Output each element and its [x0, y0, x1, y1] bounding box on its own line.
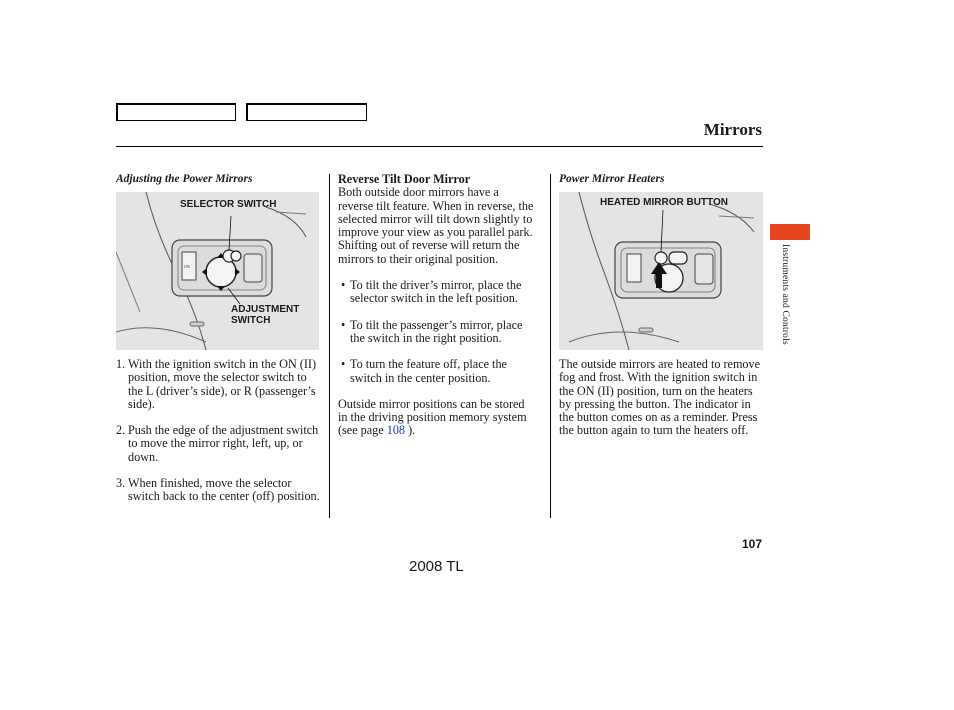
page-title: Mirrors: [703, 120, 762, 139]
step-number: 3.: [116, 476, 126, 491]
mirror-switch-figure: [116, 192, 319, 350]
bullet-icon: •: [341, 357, 346, 372]
bullet-icon: •: [341, 317, 346, 332]
left-column: [116, 173, 326, 186]
callout-selector-switch: SELECTOR SWITCH: [180, 199, 277, 210]
bullet-text: To tilt the driver’s mirror, place the selector switch in the left position.: [350, 278, 522, 306]
heater-button-figure: [559, 192, 763, 350]
step-item: [116, 424, 323, 464]
section-tab[interactable]: [770, 224, 810, 240]
nav-button-previous[interactable]: [116, 103, 236, 121]
right-column: [559, 173, 764, 186]
bullet-item: [338, 319, 534, 346]
page-number: 107: [741, 537, 762, 551]
section-heading-reverse-tilt: Reverse Tilt Door Mirror: [338, 172, 471, 186]
bullet-icon: •: [341, 278, 346, 293]
footer-model: 2008 TL: [409, 558, 464, 575]
reverse-tilt-intro: Both outside door mirrors have a reverse tilt feature. When in reverse, the selected mirror will tilt down slightly to improve your view as you parallel park. Shifting out of reverse will return the mirrors to their original position.: [338, 185, 534, 266]
callout-heated-mirror-button: HEATED MIRROR BUTTON: [600, 197, 728, 208]
bullet-item: [338, 358, 534, 385]
step-text: With the ignition switch in the ON (II) position, move the selector switch to the L (driver’s side), or R (passenger’s side).: [128, 357, 317, 411]
middle-column: [338, 173, 534, 451]
section-label: Instruments and Controls: [780, 244, 790, 345]
step-text: When finished, move the selector switch back to the center (off) position.: [128, 476, 320, 504]
section-heading-adjusting: Adjusting the Power Mirrors: [116, 173, 253, 185]
bullet-text: To tilt the passenger’s mirror, place the switch in the right position.: [350, 317, 523, 345]
section-heading-heaters: Power Mirror Heaters: [559, 173, 665, 185]
step-number: 2.: [116, 423, 126, 438]
step-text: Push the edge of the adjustment switch to move the mirror right, left, up, or down.: [128, 423, 319, 464]
heaters-description: The outside mirrors are heated to remove fog and frost. With the ignition switch in the ON (II) position, turn on the heaters by pressing the button. The indicator in the button comes on as a reminder. Press the button again to turn the heaters off.: [559, 357, 761, 438]
memory-note: [338, 398, 534, 438]
step-number: 1.: [116, 357, 126, 371]
bullet-item: [338, 279, 534, 306]
memory-note-end: ).: [405, 423, 416, 438]
right-text: [559, 358, 764, 451]
column-divider-2: [550, 174, 551, 518]
nav-button-next[interactable]: [246, 103, 367, 121]
column-divider-1: [329, 174, 330, 518]
svg-text:ON: ON: [184, 264, 190, 269]
left-steps: [116, 358, 323, 517]
title-rule: [116, 146, 763, 147]
bullet-text: To turn the feature off, place the switch in the center position.: [350, 357, 507, 385]
step-item: [116, 477, 323, 504]
page-link[interactable]: 108: [386, 423, 406, 438]
callout-adjustment-switch: ADJUSTMENT SWITCH: [231, 304, 300, 326]
step-item: [116, 358, 323, 411]
memory-note-text: Outside mirror positions can be stored in the driving position memory system (see page: [338, 396, 527, 438]
